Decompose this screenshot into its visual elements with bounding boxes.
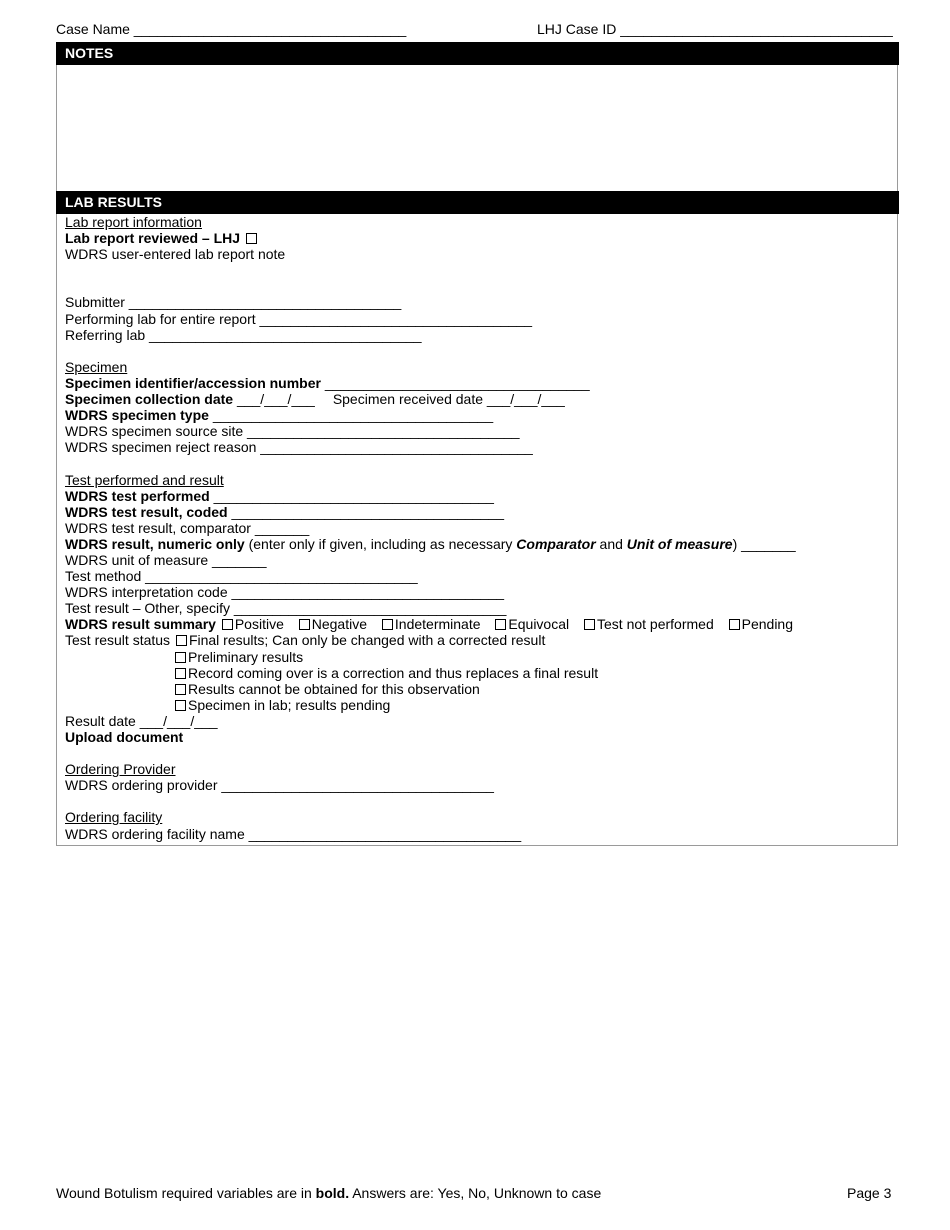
collection-date-row [65,391,890,407]
footer-text: Wound Botulism required variables are in [56,1185,316,1201]
status-option-label: Preliminary results [188,648,304,665]
result-status-row [65,632,890,648]
summary-option-label: Pending [741,616,794,633]
referring-lab-field[interactable]: Referring lab ___________________________________ [65,326,422,343]
status-preliminary-row [65,649,890,665]
specimen-id-row [65,375,890,391]
test-heading: Test performed and result [65,471,224,488]
result-status-label: Test result status [65,632,171,649]
test-result-coded-field[interactable]: ___________________________________ [227,503,504,520]
status-pending-row [65,697,890,713]
lhj-case-id-field[interactable]: LHJ Case ID ___________________________________ [537,21,893,37]
result-summary-row [65,616,890,632]
specimen-type-label: WDRS specimen type [65,407,209,424]
test-method-field[interactable]: Test method ___________________________________ [65,568,418,585]
footer-note [56,1185,601,1201]
test-result-coded-row [65,504,890,520]
specimen-type-field[interactable]: ____________________________________ [208,407,494,424]
status-correction-row [65,665,890,681]
page-number: Page 3 [847,1185,892,1201]
specimen-id-field[interactable]: __________________________________ [320,374,590,391]
test-performed-label: WDRS test performed [65,487,210,504]
lab-report-reviewed-checkbox[interactable] [246,233,257,244]
reject-reason-field[interactable]: WDRS specimen reject reason ___________________________________ [65,439,533,456]
summary-option-label: Negative [311,616,368,633]
result-summary-label: WDRS result summary [65,616,216,633]
ordering-facility-field[interactable]: WDRS ordering facility name ___________________________________ [65,825,522,842]
status-cannot-obtain-checkbox[interactable] [175,684,186,695]
collection-date-label: Specimen collection date [65,391,234,408]
numeric-note-and: and [595,535,627,552]
summary-option-label: Equivocal [508,616,570,633]
numeric-note-unit: Unit of measure [626,535,733,552]
unit-of-measure-field[interactable]: WDRS unit of measure _______ [65,551,267,568]
status-correction-checkbox[interactable] [175,668,186,679]
status-final-checkbox[interactable] [176,635,187,646]
interpretation-code-field[interactable]: WDRS interpretation code ___________________________________ [65,584,505,601]
summary-option-label: Test not performed [597,616,714,633]
case-name-field[interactable]: Case Name ___________________________________ [56,21,407,37]
upload-document-label[interactable]: Upload document [65,729,184,745]
status-option-label: Record coming over is a correction and thus replaces a final result [188,664,599,681]
numeric-note-comparator: Comparator [516,535,596,552]
result-other-field[interactable]: Test result – Other, specify ___________________________________ [65,600,507,617]
numeric-result-row [65,536,890,552]
submitter-field[interactable]: Submitter ___________________________________ [65,294,402,311]
status-cannot-obtain-row [65,681,890,697]
specimen-heading: Specimen [65,358,128,375]
summary-indeterminate-checkbox[interactable] [382,619,393,630]
lab-results-content [65,214,890,842]
received-date-field[interactable]: Specimen received date ___/___/___ [332,391,565,408]
lab-report-reviewed-row [65,230,890,246]
notes-section-header: NOTES [56,42,899,65]
summary-option-label: Positive [234,616,284,633]
result-date-field[interactable]: Result date ___/___/___ [65,712,218,729]
summary-negative-checkbox[interactable] [299,619,310,630]
summary-option-label: Indeterminate [394,616,481,633]
footer-text: Answers are: Yes, No, Unknown to case [349,1185,602,1201]
footer-bold-word: bold. [315,1185,350,1201]
performing-lab-field[interactable]: Performing lab for entire report ___________________________________ [65,310,533,327]
status-option-label: Final results; Can only be changed with a corrected result [188,632,546,649]
status-preliminary-checkbox[interactable] [175,652,186,663]
summary-not-performed-checkbox[interactable] [584,619,595,630]
status-option-label: Results cannot be obtained for this observation [188,680,480,697]
summary-equivocal-checkbox[interactable] [495,619,506,630]
numeric-result-label: WDRS result, numeric only [65,535,245,552]
ordering-provider-field[interactable]: WDRS ordering provider ___________________________________ [65,777,494,794]
specimen-type-row [65,407,890,423]
numeric-note-text: (enter only if given, including as necessary [244,535,517,552]
source-site-field[interactable]: WDRS specimen source site ___________________________________ [65,423,520,440]
lab-report-info-heading: Lab report information [65,214,202,230]
test-performed-field[interactable]: ____________________________________ [209,487,494,504]
numeric-result-field[interactable]: ) _______ [732,535,796,552]
test-result-coded-label: WDRS test result, coded [65,503,228,520]
ordering-provider-heading: Ordering Provider [65,761,176,778]
user-note-label: WDRS user-entered lab report note [65,246,286,263]
summary-positive-checkbox[interactable] [222,619,233,630]
status-pending-checkbox[interactable] [175,700,186,711]
collection-date-field[interactable]: ___/___/___ [233,391,315,408]
lab-results-section-header: LAB RESULTS [56,191,899,214]
ordering-facility-heading: Ordering facility [65,809,163,826]
summary-pending-checkbox[interactable] [729,619,740,630]
test-performed-row [65,488,890,504]
lab-report-reviewed-label: Lab report reviewed – LHJ [65,230,241,247]
status-option-label: Specimen in lab; results pending [188,696,391,713]
specimen-id-label: Specimen identifier/accession number [65,374,321,391]
comparator-field[interactable]: WDRS test result, comparator _______ [65,519,310,536]
